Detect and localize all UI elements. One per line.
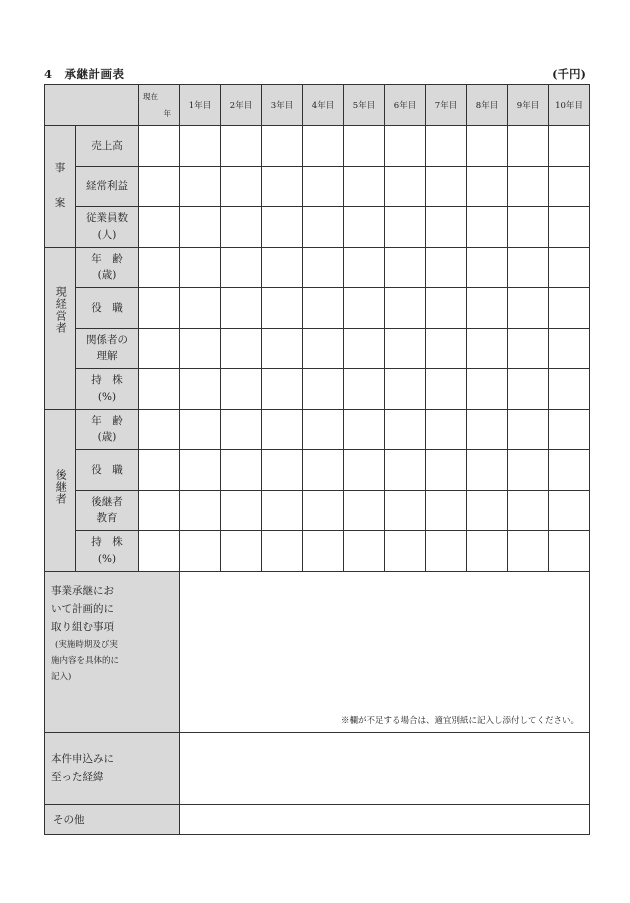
input-cell[interactable] [385, 328, 426, 369]
table-row [45, 369, 590, 410]
input-cell[interactable] [508, 247, 549, 288]
input-cell[interactable] [303, 369, 344, 410]
input-cell[interactable] [385, 369, 426, 410]
row-label-shareholding [76, 369, 139, 410]
input-cell[interactable] [344, 490, 385, 531]
input-cell[interactable] [467, 247, 508, 288]
input-cell[interactable] [467, 450, 508, 491]
row-label-line: 役 職 [91, 463, 123, 476]
current-label: 現在 [143, 92, 158, 101]
input-cell[interactable] [426, 288, 467, 329]
input-cell[interactable] [221, 126, 262, 167]
header-year-1: 1年目 [180, 85, 221, 126]
input-cell[interactable] [303, 288, 344, 329]
row-label-line: 持 株 [91, 536, 123, 549]
input-cell[interactable] [385, 450, 426, 491]
row-label-line: 持 株 [91, 374, 123, 387]
plan-sublabel-line: (実施時期及び実 [55, 639, 118, 650]
group-business-char-2: 案 [54, 197, 66, 210]
input-cell[interactable] [467, 369, 508, 410]
row-label-line: 関係者の [86, 333, 128, 346]
input-cell[interactable] [549, 166, 590, 207]
input-cell[interactable] [549, 409, 590, 450]
row-label-stakeholder-understanding [76, 328, 139, 369]
reason-input-area[interactable] [180, 732, 590, 804]
header-year-7: 7年目 [426, 85, 467, 126]
table-row [45, 288, 590, 329]
input-cell[interactable] [549, 247, 590, 288]
row-label-successor-education [76, 490, 139, 531]
plan-input-area[interactable] [180, 571, 590, 732]
input-cell[interactable] [139, 288, 180, 329]
row-label-line: (歳) [97, 431, 117, 444]
input-cell[interactable] [180, 409, 221, 450]
row-label-line: 後継者 [91, 495, 123, 508]
header-year-6: 6年目 [385, 85, 426, 126]
table-row [45, 450, 590, 491]
input-cell[interactable] [221, 450, 262, 491]
row-label-shareholding [76, 531, 139, 572]
row-label-line: (%) [97, 552, 117, 565]
input-cell[interactable] [385, 247, 426, 288]
input-cell[interactable] [385, 207, 426, 248]
input-cell[interactable] [180, 369, 221, 410]
input-cell[interactable] [467, 288, 508, 329]
input-cell[interactable] [549, 369, 590, 410]
row-label-line: 年 齢 [91, 252, 123, 265]
input-cell[interactable] [426, 166, 467, 207]
input-cell[interactable] [508, 450, 549, 491]
input-cell[interactable] [221, 369, 262, 410]
succession-plan-table [44, 84, 590, 835]
input-cell[interactable] [221, 490, 262, 531]
input-cell[interactable] [426, 409, 467, 450]
input-cell[interactable] [549, 328, 590, 369]
input-cell[interactable] [262, 166, 303, 207]
plan-sublabel-line: 記入) [51, 671, 72, 682]
header-year-9: 9年目 [508, 85, 549, 126]
input-cell[interactable] [303, 409, 344, 450]
input-cell[interactable] [303, 166, 344, 207]
header-year-10: 10年目 [549, 85, 590, 126]
header-year-2: 2年目 [221, 85, 262, 126]
input-cell[interactable] [139, 450, 180, 491]
input-cell[interactable] [262, 288, 303, 329]
input-cell[interactable] [262, 409, 303, 450]
input-cell[interactable] [262, 531, 303, 572]
input-cell[interactable] [262, 207, 303, 248]
table-row [45, 732, 590, 804]
row-label-age [76, 247, 139, 288]
input-cell[interactable] [467, 166, 508, 207]
input-cell[interactable] [385, 288, 426, 329]
row-label-line: 年 齢 [91, 414, 123, 427]
input-cell[interactable] [344, 369, 385, 410]
group-business-char-1: 事 [54, 161, 66, 174]
input-cell[interactable] [221, 409, 262, 450]
input-cell[interactable] [221, 288, 262, 329]
row-label-line: 教育 [96, 512, 118, 525]
input-cell[interactable] [139, 126, 180, 167]
table-row [45, 207, 590, 248]
plan-sublabel-line: 施内容を具体的に [51, 655, 120, 666]
input-cell[interactable] [467, 490, 508, 531]
input-cell[interactable] [180, 328, 221, 369]
input-cell[interactable] [385, 531, 426, 572]
header-current-year [139, 85, 180, 126]
input-cell[interactable] [262, 247, 303, 288]
unit-label: (千円) [552, 67, 586, 81]
row-label-age [76, 409, 139, 450]
input-cell[interactable] [344, 450, 385, 491]
header-row [45, 85, 590, 126]
input-cell[interactable] [508, 166, 549, 207]
table-row [45, 531, 590, 572]
row-label-line: (人) [97, 228, 117, 241]
input-cell[interactable] [180, 247, 221, 288]
row-label-position [76, 288, 139, 329]
input-cell[interactable] [508, 490, 549, 531]
row-label-line: 経常利益 [86, 180, 128, 193]
reason-label-line: 至った経緯 [51, 771, 104, 783]
input-cell[interactable] [467, 409, 508, 450]
input-cell[interactable] [549, 490, 590, 531]
input-cell[interactable] [426, 369, 467, 410]
row-label-line: (%) [97, 390, 117, 403]
input-cell[interactable] [180, 450, 221, 491]
input-cell[interactable] [344, 409, 385, 450]
row-label-sales [76, 126, 139, 167]
input-cell[interactable] [180, 126, 221, 167]
input-cell[interactable] [262, 450, 303, 491]
input-cell[interactable] [303, 247, 344, 288]
input-cell[interactable] [385, 409, 426, 450]
input-cell[interactable] [508, 288, 549, 329]
plan-label-line: 事業承継にお [51, 584, 114, 597]
input-cell[interactable] [344, 166, 385, 207]
input-cell[interactable] [344, 328, 385, 369]
row-label-line: 売上高 [91, 139, 123, 152]
input-cell[interactable] [426, 328, 467, 369]
input-cell[interactable] [303, 126, 344, 167]
reason-section-label [45, 732, 180, 804]
group-label-successor [45, 409, 76, 571]
input-cell[interactable] [467, 328, 508, 369]
plan-label-line: 取り組む事項 [51, 621, 114, 634]
input-cell[interactable] [508, 369, 549, 410]
input-cell[interactable] [262, 126, 303, 167]
current-year-suffix: 年 [163, 109, 171, 118]
row-label-line: 理解 [96, 350, 118, 363]
header-year-4: 4年目 [303, 85, 344, 126]
input-cell[interactable] [139, 247, 180, 288]
input-cell[interactable] [221, 531, 262, 572]
input-cell[interactable] [262, 490, 303, 531]
input-cell[interactable] [549, 207, 590, 248]
input-cell[interactable] [139, 166, 180, 207]
input-cell[interactable] [139, 207, 180, 248]
group-successor-text: 後継者 [54, 469, 68, 506]
table-row [45, 166, 590, 207]
input-cell[interactable] [467, 126, 508, 167]
input-cell[interactable] [303, 490, 344, 531]
other-section-label: その他 [45, 804, 180, 834]
input-cell[interactable] [139, 490, 180, 531]
input-cell[interactable] [508, 207, 549, 248]
table-row [45, 409, 590, 450]
input-cell[interactable] [385, 126, 426, 167]
input-cell[interactable] [303, 531, 344, 572]
table-row [45, 247, 590, 288]
header-corner-cell [45, 85, 139, 126]
input-cell[interactable] [549, 531, 590, 572]
row-label-position [76, 450, 139, 491]
group-label-business [45, 126, 76, 248]
input-cell[interactable] [426, 126, 467, 167]
input-cell[interactable] [385, 166, 426, 207]
row-label-employees [76, 207, 139, 248]
row-label-line: (歳) [97, 269, 117, 282]
input-cell[interactable] [139, 531, 180, 572]
section-title: 4 承継計画表 [44, 67, 125, 81]
plan-label-line: いて計画的に [51, 602, 114, 615]
input-cell[interactable] [344, 531, 385, 572]
row-label-ordinary-profit [76, 166, 139, 207]
other-input-area[interactable] [180, 804, 590, 834]
input-cell[interactable] [180, 207, 221, 248]
group-current-manager-text: 現経営者 [54, 285, 68, 334]
input-cell[interactable] [180, 166, 221, 207]
input-cell[interactable] [426, 450, 467, 491]
table-row [45, 571, 590, 732]
input-cell[interactable] [344, 288, 385, 329]
input-cell[interactable] [549, 126, 590, 167]
group-label-current-manager [45, 247, 76, 409]
input-cell[interactable] [508, 531, 549, 572]
input-cell[interactable] [344, 126, 385, 167]
row-label-line: 役 職 [91, 301, 123, 314]
input-cell[interactable] [180, 531, 221, 572]
table-row [45, 490, 590, 531]
input-cell[interactable] [221, 207, 262, 248]
overflow-note: ※欄が不足する場合は、適宜別紙に記入し添付してください。 [340, 715, 579, 726]
header-year-5: 5年目 [344, 85, 385, 126]
input-cell[interactable] [303, 207, 344, 248]
input-cell[interactable] [344, 207, 385, 248]
input-cell[interactable] [221, 247, 262, 288]
table-row [45, 126, 590, 167]
input-cell[interactable] [426, 490, 467, 531]
input-cell[interactable] [139, 369, 180, 410]
input-cell[interactable] [549, 450, 590, 491]
input-cell[interactable] [139, 409, 180, 450]
input-cell[interactable] [508, 409, 549, 450]
input-cell[interactable] [221, 328, 262, 369]
header-year-8: 8年目 [467, 85, 508, 126]
input-cell[interactable] [303, 450, 344, 491]
table-row [45, 328, 590, 369]
input-cell[interactable] [303, 328, 344, 369]
input-cell[interactable] [344, 247, 385, 288]
input-cell[interactable] [426, 207, 467, 248]
input-cell[interactable] [426, 531, 467, 572]
input-cell[interactable] [426, 247, 467, 288]
input-cell[interactable] [221, 166, 262, 207]
input-cell[interactable] [262, 328, 303, 369]
plan-section-label [45, 571, 180, 732]
input-cell[interactable] [467, 207, 508, 248]
input-cell[interactable] [467, 531, 508, 572]
header-year-3: 3年目 [262, 85, 303, 126]
reason-label-line: 本件申込みに [51, 752, 114, 765]
input-cell[interactable] [508, 126, 549, 167]
table-row [45, 804, 590, 834]
input-cell[interactable] [508, 328, 549, 369]
input-cell[interactable] [549, 288, 590, 329]
input-cell[interactable] [262, 369, 303, 410]
input-cell[interactable] [385, 490, 426, 531]
input-cell[interactable] [180, 288, 221, 329]
input-cell[interactable] [180, 490, 221, 531]
row-label-line: 従業員数 [86, 212, 128, 225]
input-cell[interactable] [139, 328, 180, 369]
